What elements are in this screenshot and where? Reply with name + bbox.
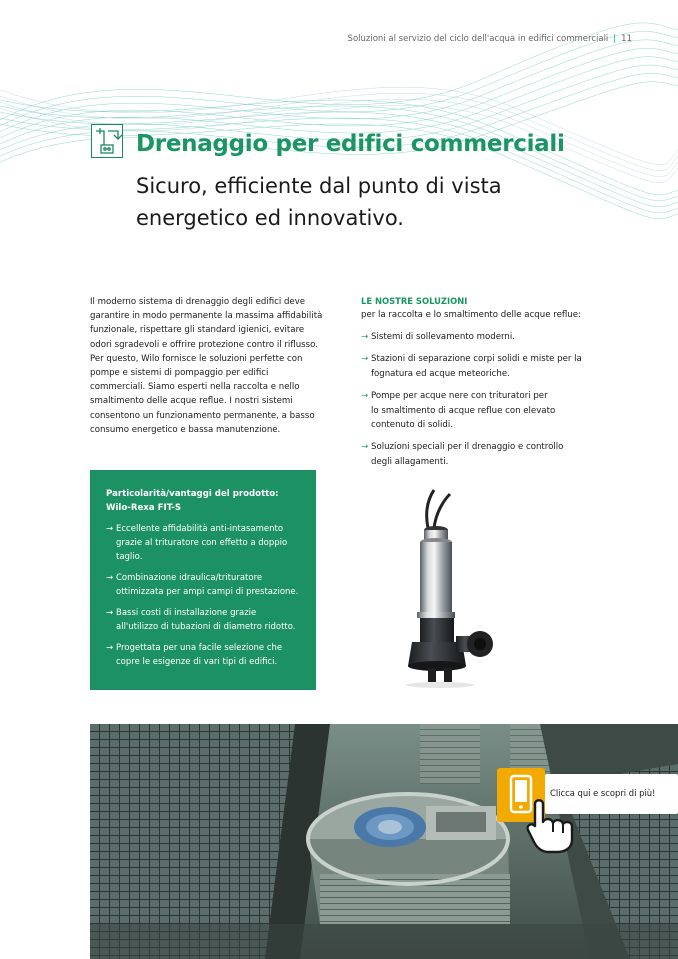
running-title: Soluzioni al servizio del ciclo dell'acqua in edifici commerciali — [347, 34, 609, 44]
intro-paragraph: Il moderno sistema di drenaggio degli edifici deve garantire in modo permanente la massima affidabilità funzionale, rispettare gli standard igienici, evitare odori sgradevoli e offrire protezione contro il riflusso. Per questo, Wilo fornisce le soluzioni perfette con pompe e sistemi di pompaggio per edifici commerciali. Siamo esperti nella raccolta e nello smaltimento delle acque reflue. I nostri sistemi consentono un funzionamento permanente, a basso consumo energetico e bassa manutenzione. — [90, 297, 323, 435]
page-title: Drenaggio per edifici commerciali — [136, 131, 565, 157]
arrow-right-icon: → — [106, 608, 114, 618]
solutions-subheading: per la raccolta e lo smaltimento delle acque reflue: — [361, 310, 581, 320]
list-item — [361, 330, 631, 344]
solution-text: Pompe per acque nere con trituratori per lo smaltimento di acque reflue con elevato contenuto di solidi. — [371, 391, 556, 431]
pointing-hand-icon — [525, 796, 583, 854]
product-advantages-box — [90, 470, 316, 690]
list-item — [106, 522, 311, 564]
arrow-right-icon: → — [361, 391, 369, 402]
list-item — [361, 352, 631, 381]
arrow-right-icon: → — [361, 332, 369, 342]
arrow-right-icon: → — [106, 643, 114, 653]
list-item — [361, 389, 631, 432]
solution-text: Soluzioni speciali per il drenaggio e controllo degli allagamenti. — [371, 442, 564, 467]
pump-product-image — [400, 488, 512, 690]
running-header — [348, 34, 632, 44]
arrow-right-icon: → — [106, 573, 114, 583]
arrow-right-icon: → — [361, 442, 369, 453]
product-box-title: Particolarità/vantaggi del prodotto: Wilo-Rexa FIT-S — [106, 489, 279, 513]
advantage-text: Combinazione idraulica/trituratore ottimizzata per ampi campi di prestazione. — [116, 573, 299, 597]
list-item — [361, 440, 631, 469]
advantage-text: Eccellente affidabilità anti-intasamento grazie al trituratore con effetto a doppio taglio. — [116, 524, 288, 562]
page-subtitle: Sicuro, efficiente dal punto di vista energetico ed innovativo. — [136, 174, 502, 230]
solution-text: Sistemi di sollevamento moderni. — [371, 332, 515, 342]
list-item — [106, 571, 311, 599]
cta-label[interactable]: Clicca qui e scopri di più! — [550, 788, 656, 798]
solution-text: Stazioni di separazione corpi solidi e miste per la fognatura ed acque meteoriche. — [371, 354, 582, 379]
advantage-text: Bassi costi di installazione grazie all'utilizzo di tubazioni di diametro ridotto. — [116, 608, 296, 632]
header-separator: | — [613, 34, 617, 44]
cta-banner[interactable] — [497, 768, 678, 856]
solutions-heading: LE NOSTRE SOLUZIONI — [361, 296, 468, 306]
product-advantages-list — [106, 522, 311, 676]
arrow-right-icon: → — [361, 354, 369, 365]
arrow-right-icon: → — [106, 524, 114, 534]
advantage-text: Progettata per una facile selezione che copre le esigenze di vari tipi di edifici. — [116, 643, 283, 667]
page-number: 11 — [621, 34, 632, 44]
drainage-icon — [91, 124, 123, 158]
list-item — [106, 641, 311, 669]
solutions-list — [361, 330, 631, 477]
list-item — [106, 606, 311, 634]
